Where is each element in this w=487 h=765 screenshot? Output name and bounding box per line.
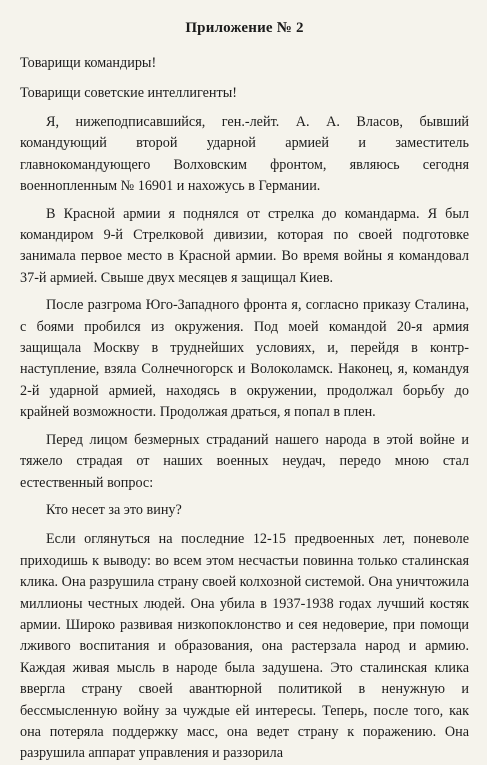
salutation-intelligentsia: Товарищи советские интеллигенты!	[20, 85, 237, 101]
salutation-commanders: Товарищи командиры!	[20, 55, 157, 71]
paragraph-accusation: Если оглянуться на последние 12-15 предвоенных лет, поневоле приходишь к выводу: во всем этом несчастьи повинна только сталинская клика. Она разрушила страну своей колхозной системой. Она уничтожила миллионы честных людей. Она убила в 1937-1938 годах лучший костяк армии. Широко развивая низкопоклонство и сея недоверие, при помощи лживого воспитания и образования, она растерзала народ и армию. Каждая живая мысль в народе была задушена. Это сталинская клика ввергла страну своей авантюрной политикой в ненужную и бессмысленную войну за чуждые ей интересы. Теперь, после того, как она потеряла поддержку масс, она ведет страну к поражению. Она разрушила аппарат управления и раззорила	[20, 531, 469, 762]
paragraph-battles: После разгрома Юго-Западного фронта я, согласно приказу Сталина, с боями пробился из окружения. Под моей командой 20-я армия защищала Москву в труднейших условиях, и, перейдя в контр-наступление, взяла Солнечногорск и Волоколамск. Наконец, я, командуя 2-й ударной армией, находясь в окружении, продолжал борьбу до крайней возможности. Продолжая драться, я попал в плен.	[20, 297, 469, 421]
appendix-heading: Приложение № 2	[185, 20, 304, 36]
paragraph-introduction: Я, нижеподписавшийся, ген.-лейт. А. А. Власов, бывший командующий второй ударной армией и заместитель главнокомандующего Волховским фронтом, являюсь сегодня военнопленным № 16901 и нахожусь в Германии.	[20, 114, 469, 195]
paragraph-question: Кто несет за это вину?	[46, 501, 182, 518]
paragraph-question-intro: Перед лицом безмерных страданий нашего народа в этой войне и тяжело страдая от наших военных неудач, передо мною стал естественный вопрос:	[20, 431, 469, 491]
paragraph-career: В Красной армии я поднялся от стрелка до командарма. Я был командиром 9-й Стрелковой дивизии, которая по своей подготовке занимала первое место в Красной армии. Во время войны я командовал 37-й армией. Свыше двух месяцев я защищал Киев.	[20, 205, 469, 286]
